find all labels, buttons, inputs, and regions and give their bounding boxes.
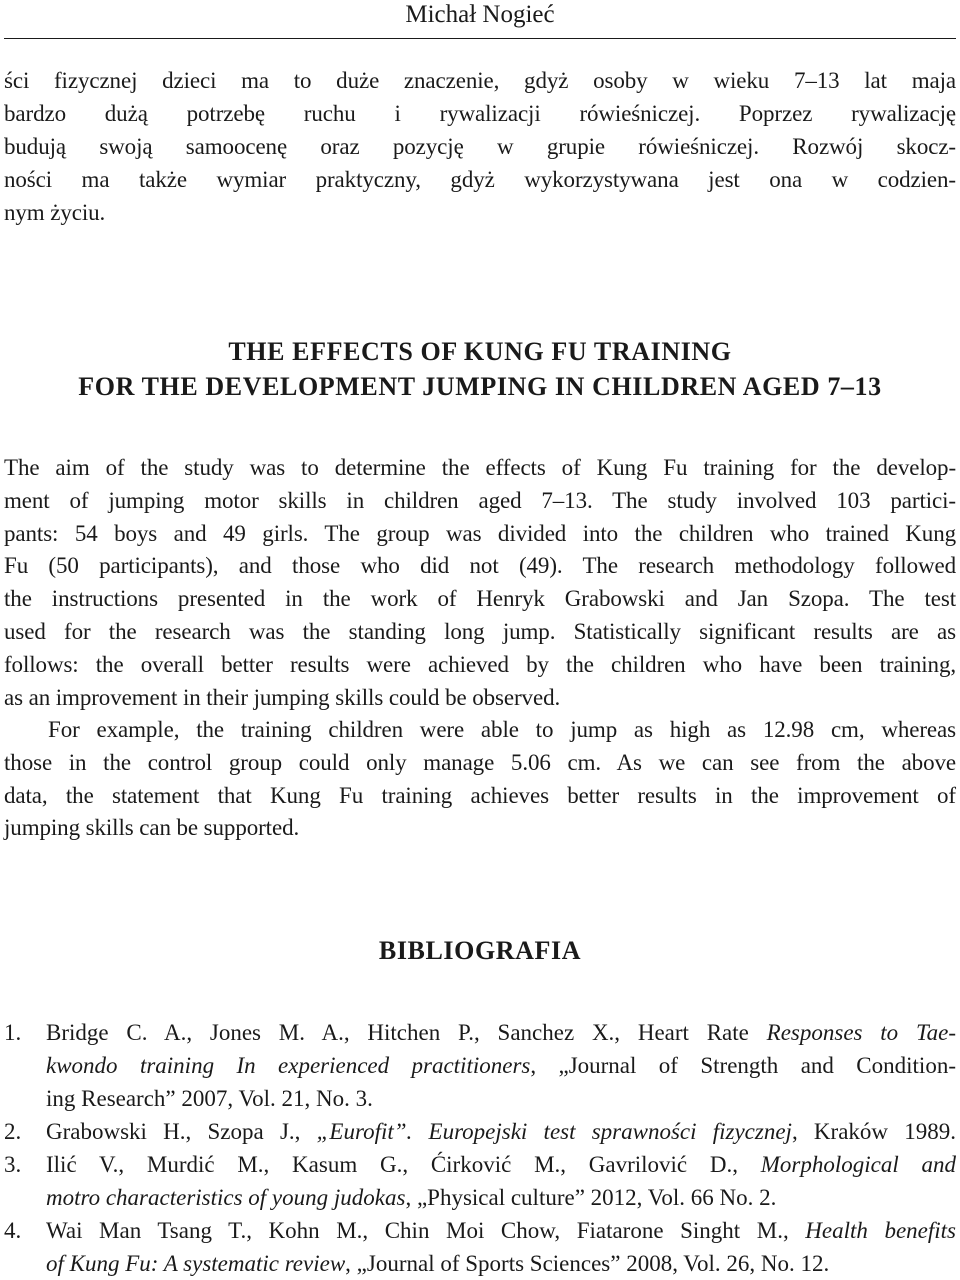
- reference-source: , „Journal of Sports Sciences” 2008, Vol. 26, No. 12.: [345, 1251, 830, 1276]
- text-line: ment of jumping motor skills in children aged 7–13. The study involved 103 partici-: [4, 487, 956, 513]
- reference-title: of Kung Fu: A systematic review: [46, 1251, 346, 1276]
- reference-number: 2.: [4, 1119, 22, 1144]
- reference-authors: Grabowski H., Szopa J.,: [46, 1119, 317, 1144]
- reference-authors: Ilić V., Murdić M., Kasum G., Ćirković M., Gavrilović D.,: [46, 1152, 761, 1177]
- reference-number: 4.: [4, 1218, 22, 1243]
- text-line: For example, the training children were able to jump as high as 12.98 cm, whereas: [48, 717, 956, 742]
- reference-line: [46, 1049, 956, 1082]
- text-line: follows: the overall better results were achieved by the children who have been training,: [4, 651, 956, 677]
- text-line: used for the research was the standing long jump. Statistically significant results are as: [4, 618, 956, 644]
- text-line: data, the statement that Kung Fu training achieves better results in the improvement of: [4, 782, 956, 808]
- text-line: jumping skills can be supported.: [4, 815, 300, 841]
- abstract-paragraph-1: [4, 452, 956, 714]
- reference-title: „Eurofit”. Europejski test sprawności fizycznej: [316, 1119, 792, 1144]
- reference-line: ing Research” 2007, Vol. 21, No. 3.: [46, 1086, 373, 1111]
- reference-title: Morphological and: [760, 1152, 956, 1177]
- reference-number: 3.: [4, 1152, 22, 1177]
- text-line: Fu (50 participants), and those who did not (49). The research methodology followed: [4, 553, 956, 579]
- text-line: ści fizycznej dzieci ma to duże znaczenie, gdyż osoby w wieku 7–13 lat maja: [4, 68, 956, 93]
- reference-title: Health benefits: [805, 1218, 956, 1243]
- reference-authors: Bridge C. A., Jones M. A., Hitchen P., Sanchez X., Heart Rate: [46, 1020, 767, 1045]
- reference-source: , Kraków 1989.: [791, 1119, 957, 1144]
- text-line: as an improvement in their jumping skills could be observed.: [4, 684, 561, 710]
- reference-item: [4, 1016, 956, 1115]
- bibliography-list: [4, 1016, 956, 1280]
- intro-paragraph: [4, 64, 956, 229]
- header-rule: [4, 38, 956, 39]
- text-line: pants: 54 boys and 49 girls. The group was divided into the children who trained Kung: [4, 520, 956, 546]
- reference-title: motro characteristics of young judokas: [46, 1185, 406, 1210]
- text-line: the instructions presented in the work of Henryk Grabowski and Jan Szopa. The test: [4, 586, 956, 612]
- reference-line: [46, 1016, 956, 1049]
- text-line: ności ma także wymiar praktyczny, gdyż wykorzystywana jest ona w codzien-: [4, 167, 956, 192]
- reference-authors: Wai Man Tsang T., Kohn M., Chin Moi Chow, Fiatarone Singht M.,: [46, 1218, 806, 1243]
- running-head: Michał Nogieć: [405, 1, 555, 28]
- reference-title: kwondo training In experienced practitioners: [46, 1053, 531, 1078]
- reference-source: , „Physical culture” 2012, Vol. 66 No. 2.: [405, 1185, 777, 1210]
- abstract-paragraph-2: [4, 714, 956, 845]
- reference-line: [46, 1115, 956, 1148]
- text-line: bardzo dużą potrzebę ruchu i rywalizacji rówieśniczej. Poprzez rywalizację: [4, 101, 956, 126]
- abstract-title-line-1: THE EFFECTS OF KUNG FU TRAINING: [228, 337, 732, 366]
- reference-line: [46, 1181, 956, 1214]
- text-line: budują swoją samoocenę oraz pozycję w grupie rówieśniczej. Rozwój skocz-: [4, 134, 956, 159]
- reference-number: 1.: [4, 1020, 22, 1045]
- reference-title: Responses to Tae-: [766, 1020, 956, 1045]
- reference-item: [4, 1148, 956, 1214]
- text-line: The aim of the study was to determine the effects of Kung Fu training for the develop-: [4, 455, 956, 480]
- text-line: nym życiu.: [4, 200, 106, 225]
- reference-item: [4, 1214, 956, 1280]
- reference-line: [46, 1148, 956, 1181]
- reference-source: , „Journal of Strength and Condition-: [530, 1053, 956, 1078]
- reference-item: [4, 1115, 956, 1148]
- text-line: those in the control group could only manage 5.06 cm. As we can see from the above: [4, 749, 956, 775]
- reference-line: [46, 1214, 956, 1247]
- abstract-title-line-2: FOR THE DEVELOPMENT JUMPING IN CHILDREN AGED 7–13: [78, 372, 882, 401]
- reference-line: [46, 1247, 956, 1280]
- bibliography-heading: BIBLIOGRAFIA: [378, 936, 582, 965]
